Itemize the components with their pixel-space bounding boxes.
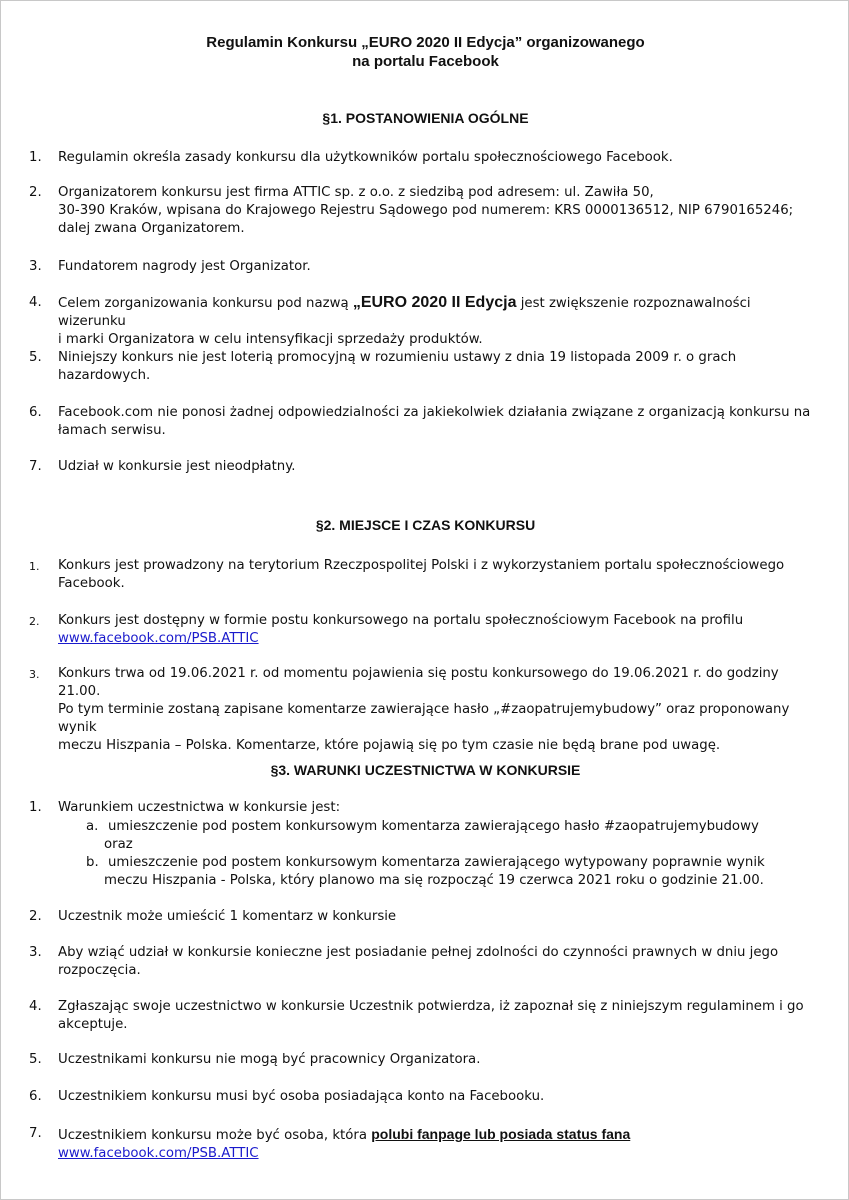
item-text: Udział w konkursie jest nieodpłatny.	[58, 459, 296, 474]
item-text: Po tym terminie zostaną zapisane komentarze zawierające hasło „#zaopatrujemybudowy” oraz proponowany wynik	[58, 702, 790, 735]
facebook-profile-link[interactable]: www.facebook.com/PSB.ATTIC	[58, 631, 259, 646]
item-text: 30-390 Kraków, wpisana do Krajowego Rejestru Sądowego pod numerem: KRS 0000136512, NIP 6790165246;	[58, 203, 794, 218]
item-text: Aby wziąć udział w konkursie konieczne jest posiadanie pełnej zdolności do czynności prawnych w dniu jego	[58, 945, 779, 960]
section-2-heading: §2. MIEJSCE I CZAS KONKURSU	[315, 517, 536, 533]
s1-item-4	[29, 294, 819, 349]
item-text: łamach serwisu.	[58, 423, 166, 438]
s2-item-1	[29, 557, 819, 593]
subitem-text: umieszczenie pod postem konkursowym komentarza zawierającego wytypowany poprawnie wynik	[108, 855, 765, 870]
s1-item-3	[29, 258, 819, 276]
s1-item-2	[29, 184, 819, 238]
item-text: i marki Organizatora w celu intensyfikacji sprzedaży produktów.	[58, 332, 483, 347]
item-number: 4.	[29, 295, 42, 310]
item-text: Uczestnikami konkursu nie mogą być pracownicy Organizatora.	[58, 1052, 481, 1067]
item-text: Organizatorem konkursu jest firma ATTIC sp. z o.o. z siedzibą pod adresem: ul. Zawiła 50,	[58, 185, 654, 200]
s1-item-5	[29, 349, 819, 385]
s2-item-3	[29, 665, 819, 755]
item-text: Konkurs trwa od 19.06.2021 r. od momentu pojawienia się postu konkursowego do 19.06.2021 r. do godziny 21.00.	[58, 666, 779, 699]
item-text: Niniejszy konkurs nie jest loterią promocyjną w rozumieniu ustawy z dnia 19 listopada 2009 r. o grach	[58, 350, 737, 365]
s1-item-1	[29, 149, 819, 167]
item-text	[58, 294, 819, 331]
item-text-pre: Uczestnikiem konkursu może być osoba, która	[58, 1128, 372, 1143]
item-number: 4.	[29, 999, 42, 1014]
item-text-post: jest zwiększenie rozpoznawalności wizerunku	[58, 296, 751, 329]
contest-name-bold: „EURO 2020 II Edycja	[352, 294, 517, 311]
item-number: 6.	[29, 1089, 42, 1104]
item-number: 1.	[29, 800, 42, 815]
subitem-continuation: oraz	[104, 837, 133, 852]
item-text: Konkurs jest prowadzony na terytorium Rzeczpospolitej Polski i z wykorzystaniem portalu społecznościowego	[58, 558, 785, 573]
item-text: dalej zwana Organizatorem.	[58, 221, 245, 236]
s3-subitem-a	[86, 818, 786, 854]
item-number: 7.	[29, 459, 42, 474]
item-text: rozpoczęcia.	[58, 963, 141, 978]
s3-subitem-b	[86, 854, 786, 890]
s3-item-6	[29, 1088, 819, 1106]
title-line-1: Regulamin Konkursu „EURO 2020 II Edycja” organizowanego	[206, 34, 645, 51]
item-text-pre: Celem zorganizowania konkursu pod nazwą	[58, 296, 353, 311]
item-number: 6.	[29, 405, 42, 420]
fanpage-requirement-bold: polubi fanpage lub posiada status fana	[371, 1126, 631, 1142]
item-number: 1.	[29, 150, 42, 165]
s1-item-6	[29, 404, 819, 440]
item-text: hazardowych.	[58, 368, 151, 383]
item-number: 1.	[29, 560, 40, 573]
item-number: 2.	[29, 615, 40, 628]
item-text: Zgłaszając swoje uczestnictwo w konkursie Uczestnik potwierdza, iż zapoznał się z niniejszym regulaminem i go	[58, 999, 804, 1014]
item-text: Facebook.com nie ponosi żadnej odpowiedzialności za jakiekolwiek działania związane z organizacją konkursu na	[58, 405, 811, 420]
item-text: Warunkiem uczestnictwa w konkursie jest:	[58, 800, 341, 815]
s3-item-3	[29, 944, 819, 980]
item-text: Regulamin określa zasady konkursu dla użytkowników portalu społecznościowego Facebook.	[58, 150, 673, 165]
s2-item-2	[29, 612, 819, 648]
document-title	[1, 33, 849, 71]
s1-item-7	[29, 458, 819, 476]
s3-item-4	[29, 998, 819, 1034]
s3-item-2	[29, 908, 819, 926]
item-number: 2.	[29, 185, 42, 200]
item-number: 2.	[29, 909, 42, 924]
item-number: 5.	[29, 1052, 42, 1067]
item-text: Uczestnikiem konkursu musi być osoba posiadająca konto na Facebooku.	[58, 1089, 545, 1104]
s3-item-5	[29, 1051, 819, 1069]
item-text	[58, 1125, 819, 1145]
item-text: Uczestnik może umieścić 1 komentarz w konkursie	[58, 909, 397, 924]
item-number: 3.	[29, 668, 40, 681]
section-3-heading: §3. WARUNKI UCZESTNICTWA W KONKURSIE	[270, 762, 581, 778]
subitem-letter: a.	[86, 819, 99, 834]
section-1-heading: §1. POSTANOWIENIA OGÓLNE	[322, 110, 529, 126]
s3-item-1	[29, 799, 819, 817]
item-text: Konkurs jest dostępny w formie postu konkursowego na portalu społecznościowym Facebook na profilu	[58, 613, 744, 628]
item-text: akceptuje.	[58, 1017, 128, 1032]
item-text: meczu Hiszpania – Polska. Komentarze, które pojawią się po tym czasie nie będą brane pod uwagę.	[58, 738, 721, 753]
item-number: 3.	[29, 945, 42, 960]
subitem-text: umieszczenie pod postem konkursowym komentarza zawierającego hasło #zaopatrujemybudowy	[108, 819, 759, 834]
facebook-profile-link[interactable]: www.facebook.com/PSB.ATTIC	[58, 1146, 259, 1161]
item-number: 5.	[29, 350, 42, 365]
item-text: Facebook.	[58, 576, 125, 591]
subitem-letter: b.	[86, 855, 99, 870]
item-number: 3.	[29, 259, 42, 274]
title-line-2: na portalu Facebook	[352, 53, 499, 70]
s3-item-7	[29, 1125, 819, 1163]
subitem-continuation: meczu Hiszpania - Polska, który planowo ma się rozpocząć 19 czerwca 2021 roku o godzinie 21.00.	[104, 873, 764, 888]
item-number: 7.	[29, 1126, 42, 1141]
item-text: Fundatorem nagrody jest Organizator.	[58, 259, 311, 274]
